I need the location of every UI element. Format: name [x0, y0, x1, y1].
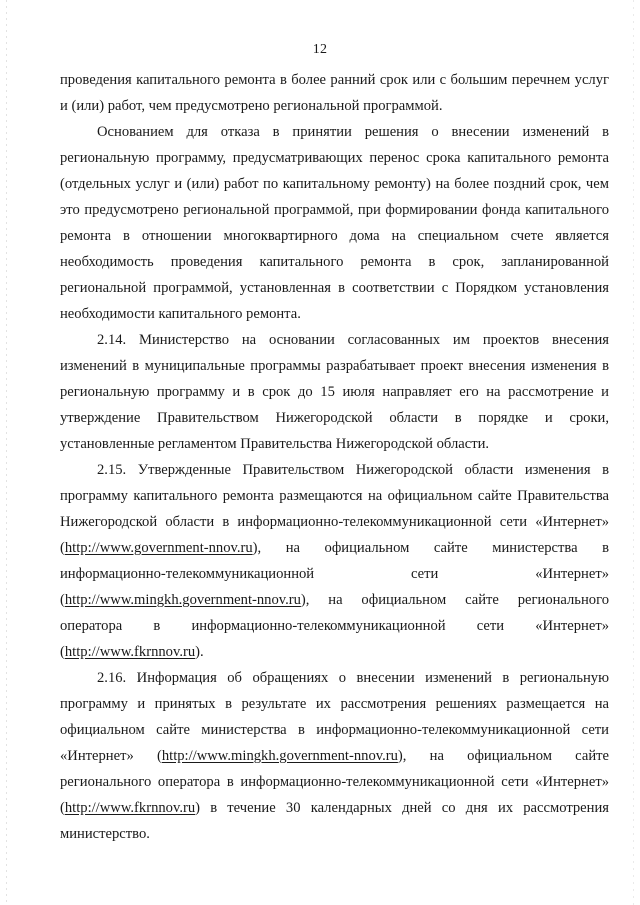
paragraph-text: ).	[195, 644, 204, 660]
page-number: 12	[312, 42, 328, 57]
paragraph-text: 2.15. Утвержденные Правительством Нижегородской области изменения в программу капитального ремонта размещаются на официальном сайте Правительства Нижегородской области в информационно-телекоммуникационной сети «Интернет» (	[60, 462, 609, 556]
paragraph-text: ), на официальном сайте регионального оператора в информационно-телекоммуникационной сети «Интернет» (	[60, 592, 609, 660]
paragraph-continuation: проведения капитального ремонта в более ранний срок или с большим перечнем услуг и (или) работ, чем предусмотрено региональной программой.	[60, 72, 609, 114]
paragraph-text: ), на официальном сайте министерства в информационно-телекоммуникационной сети «Интернет» (	[60, 540, 609, 608]
paragraph-2-16	[60, 665, 609, 847]
ministry-site-link[interactable]: http://www.mingkh.government-nnov.ru	[64, 592, 301, 608]
ministry-site-link[interactable]: http://www.mingkh.government-nnov.ru	[161, 748, 398, 764]
document-body	[60, 67, 609, 847]
scan-edge-right	[633, 0, 634, 905]
paragraph-refusal-grounds: Основанием для отказа в принятии решения о внесении изменений в региональную программу, предусматривающих перенос срока капитального ремонта (отдельных услуг и (или) работ по капитальному ремонту) на более поздний срок, чем это предусмотрено региональной программой, при формировании фонда капитального ремонта в отношении многоквартирного дома на специальном счете является необходимость проведения капитального ремонта в срок, запланированной региональной программой, установленная в соответствии с Порядком установления необходимости капитального ремонта.	[60, 124, 609, 322]
operator-site-link[interactable]: http://www.fkrnnov.ru	[64, 644, 196, 660]
paragraph-2-14: 2.14. Министерство на основании согласованных им проектов внесения изменений в муниципальные программы разрабатывает проект внесения изменения в региональную программу и в срок до 15 июля направляет его на рассмотрение и утверждение Правительством Нижегородской области в порядке и сроки, установленные регламентом Правительства Нижегородской области.	[60, 332, 609, 452]
operator-site-link[interactable]: http://www.fkrnnov.ru	[64, 800, 196, 816]
paragraph-text: ), на официальном сайте регионального оператора в информационно-телекоммуникационной сети «Интернет» (	[60, 748, 609, 816]
paragraph-text: 2.16. Информация об обращениях о внесении изменений в региональную программу и принятых в результате их рассмотрения решениях размещается на официальном сайте министерства в информационно-телекоммуникационной сети «Интернет» (	[60, 670, 609, 764]
paragraph-text: ) в течение 30 календарных дней со дня их рассмотрения министерство.	[60, 800, 609, 842]
paragraph-2-15	[60, 457, 609, 665]
government-site-link[interactable]: http://www.government-nnov.ru	[64, 540, 253, 556]
scan-edge-left	[6, 0, 7, 905]
